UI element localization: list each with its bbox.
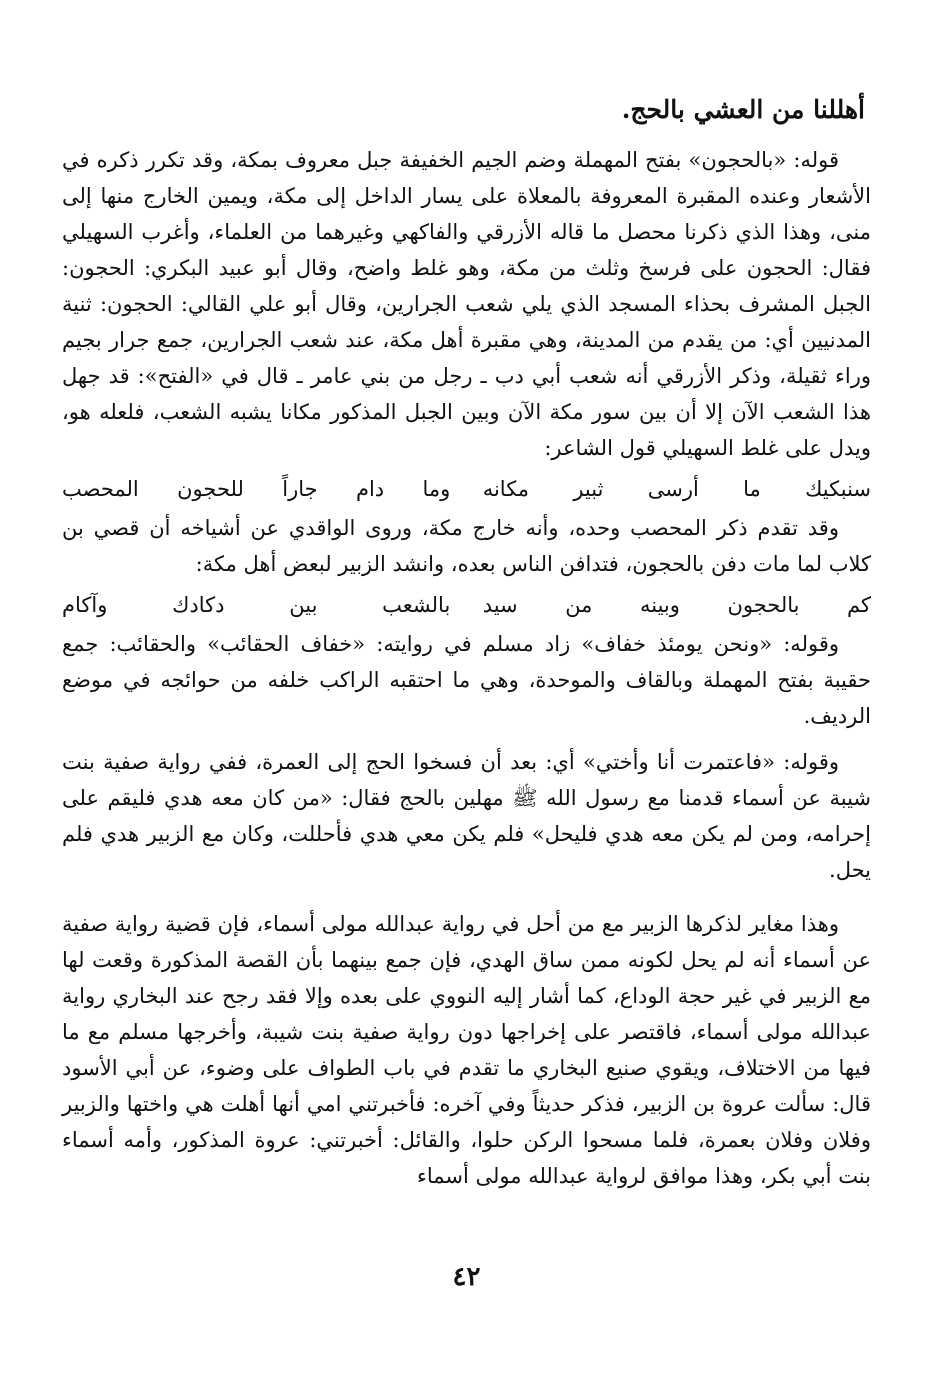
verse-1-second-hemistich: وما دام جاراً للحجون المحصب (62, 477, 451, 501)
commentary-paragraph-zubair: وهذا مغاير لذكرها الزبير مع من أحل في رواية عبدالله مولى أسماء، فإن قضية رواية صفية عن أسماء أنه لم يحل لكونه ممن ساق الهدي، فإن جمع بينهما بأن القصة المذكورة وقعت لها مع الزبير في غير حجة الوداع، كما أشار إليه النووي على بعده وإلا فقد رجح عند البخاري رواية عبدالله مولى أسماء، فاقتصر على إخراجها دون رواية صفية بنت شيبة، وأخرجها مسلم مع ما فيها من الاختلاف، ويقوي صنيع البخاري ما تقدم في باب الطواف على وضوء، عن أبي الأسود قال: سألت عروة بن الزبير، فذكر حديثاً وفي آخره: فأخبرتني امي أنها أهلت هي واختها والزبير وفلان وفلان بعمرة، فلما مسحوا الركن حلوا، والقائل: أخبرتني: عروة المذكور، وأمه أسماء بنت أبي بكر، وهذا موافق لرواية عبدالله مولى أسماء (62, 912, 871, 1188)
commentary-paragraph-khifaf: وقوله: «ونحن يومئذ خفاف» زاد مسلم في روايته: «خفاف الحقائب» والحقائب: جمع حقيبة بفتح المهملة وبالقاف والموحدة، وهي ما احتقبه الراكب خلفه من حوائجه في موضع الرديف. (62, 632, 871, 728)
commentary-paragraph-umrah: وقوله: «فاعتمرت أنا وأختي» أي: بعد أن فسخوا الحج إلى العمرة، ففي رواية صفية بنت شيبة عن أسماء قدمنا مع رسول الله ﷺ مهلين بالحج فقال: «من كان معه هدي فليقم على إحرامه، ومن لم يكن معه هدي فليحل» فلم يكن معي هدي فأحللت، وكان مع الزبير هدي فلم يحل. (62, 750, 871, 882)
page-number: ٤٢ (452, 1262, 481, 1292)
poetry-verse-2 (62, 586, 871, 624)
commentary-paragraph-muhassab: وقد تقدم ذكر المحصب وحده، وأنه خارج مكة، وروى الواقدي عن أشياخه أن قصي بن كلاب لما مات دفن بالحجون، فتدافن الناس بعده، وانشد الزبير لبعض أهل مكة: (62, 516, 871, 576)
verse-1-first-hemistich: سنبكيك ما أرسى ثبير مكانه (482, 477, 871, 501)
commentary-paragraph-hajun: قوله: «بالحجون» بفتح المهملة وضم الجيم الخفيفة جبل معروف بمكة، وقد تكرر ذكره في الأشعار وعنده المقبرة المعروفة بالمعلاة على يسار الداخل إلى مكة، ويمين الخارج منها إلى منى، وهذا الذي ذكرنا محصل ما قاله الأزرقي والفاكهي وغيرهما من العلماء، وأغرب السهيلي فقال: الحجون على فرسخ وثلث من مكة، وهو غلط واضح، وقال أبو عبيد البكري: الحجون: الجبل المشرف بحذاء المسجد الذي يلي شعب الجرارين، وقال أبو علي القالي: الحجون: ثنية المدنيين أي: من يقدم من المدينة، وهي مقبرة أهل مكة، عند شعب الجرارين، جمع جرار بجيم وراء ثقيلة، وذكر الأزرقي أنه شعب أبي دب ـ رجل من بني عامر ـ قال في «الفتح»: قد جهل هذا الشعب الآن إلا أن بين سور مكة الآن وبين الجبل المذكور مكانا يشبه الشعب، فلعله هو، ويدل على غلط السهيلي قول الشاعر: (62, 148, 871, 460)
verse-2-first-hemistich: كم بالحجون وبينه من سيد (482, 593, 871, 617)
poetry-verse-1 (62, 470, 871, 508)
verse-2-second-hemistich: بالشعب بين دكادك وآكام (62, 593, 451, 617)
hadith-text-ending: أهللنا من العشي بالحج. (621, 95, 865, 124)
